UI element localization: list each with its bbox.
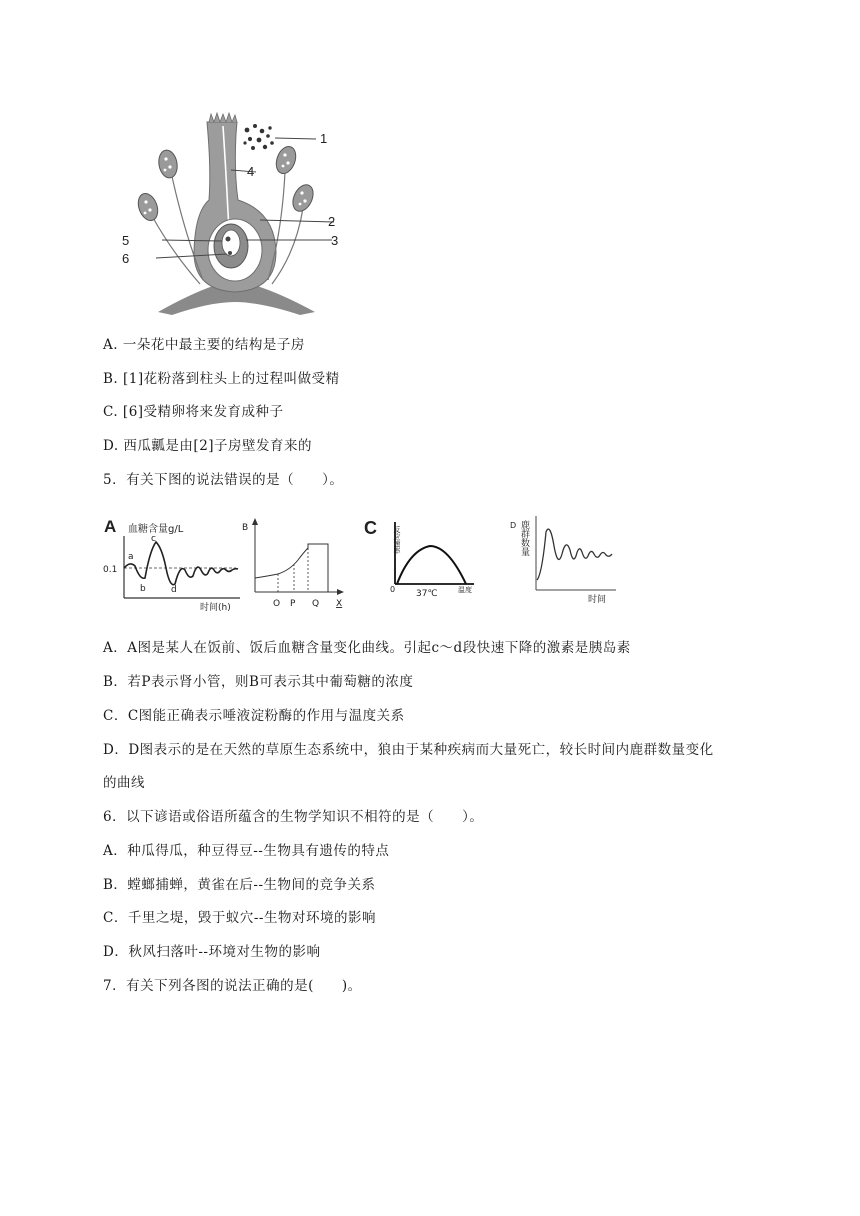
fig-b-tick-p: P — [290, 599, 296, 609]
q5-figure-a-blood-sugar-graph — [100, 512, 245, 612]
fig-a-point-a: a — [128, 552, 134, 562]
fig-a-ylabel: 血糖含量g/L — [128, 524, 184, 535]
fig-a-point-b: b — [140, 584, 146, 594]
q6-option-a: A．种瓜得瓜，种豆得豆--生物具有遗传的特点 — [103, 843, 390, 859]
fig-a-point-c: c — [151, 534, 156, 544]
flower-label-2: 2 — [328, 214, 336, 229]
fig-c-ylabel: 反应速率 — [393, 526, 401, 554]
fig-a-letter: A — [104, 517, 117, 536]
q6-option-c: C．千里之堤，毁于蚁穴--生物对环境的影响 — [103, 910, 376, 926]
q5-figure-c-enzyme-graph — [362, 512, 482, 602]
q4-option-a: A. 一朵花中最主要的结构是子房 — [103, 337, 305, 353]
q5-figure-b-concentration-graph — [240, 514, 350, 612]
fig-c-temp: 37℃ — [416, 589, 438, 599]
fig-d-xlabel: 时间 — [588, 595, 607, 605]
q4-option-b: B. [1]花粉落到柱头上的过程叫做受精 — [103, 371, 340, 387]
fig-a-ref-label: 0.1 — [103, 565, 118, 575]
q4-option-d: D. 西瓜瓤是由[2]子房壁发育来的 — [103, 438, 313, 454]
flower-label-1: 1 — [320, 131, 328, 146]
fig-b-xlabel: X — [336, 599, 343, 609]
q5-option-d-continued: 的曲线 — [103, 775, 145, 791]
q7-stem: 7．有关下列各图的说法正确的是( )。 — [103, 978, 362, 994]
fig-b-tick-o: O — [273, 599, 281, 609]
q4-option-c: C. [6]受精卵将来发育成种子 — [103, 404, 284, 420]
q5-stem: 5．有关下图的说法错误的是（ ）。 — [103, 472, 344, 488]
flower-label-5: 5 — [122, 233, 130, 248]
q5-option-c: C．C图能正确表示唾液淀粉酶的作用与温度关系 — [103, 708, 405, 724]
fig-c-origin: 0 — [390, 585, 396, 594]
fig-d-ylabel: 鹿群数量 — [519, 520, 529, 556]
q6-option-d: D．秋风扫落叶--环境对生物的影响 — [103, 944, 321, 960]
flower-structure-diagram — [110, 112, 360, 332]
fig-b-tick-q: Q — [312, 599, 320, 609]
q6-stem: 6．以下谚语或俗语所蕴含的生物学知识不相符的是（ ）。 — [103, 809, 484, 825]
fig-c-xlabel: 温度 — [458, 586, 472, 594]
fig-b-letter: B — [242, 523, 249, 533]
fig-d-letter: D — [510, 521, 517, 530]
fig-c-letter: C — [364, 518, 377, 538]
flower-label-3: 3 — [331, 233, 339, 248]
q5-option-b: B．若P表示肾小管，则B可表示其中葡萄糖的浓度 — [103, 674, 414, 690]
q5-option-a: A．A图是某人在饭前、饭后血糖含量变化曲线。引起c～d段快速下降的激素是胰岛素 — [103, 640, 631, 656]
q6-option-b: B．螳螂捕蝉，黄雀在后--生物间的竞争关系 — [103, 877, 376, 893]
flower-label-4: 4 — [247, 164, 255, 179]
fig-a-xlabel: 时间(h) — [200, 603, 231, 612]
q5-option-d: D．D图表示的是在天然的草原生态系统中，狼由于某种疾病而大量死亡，较长时间内鹿群数量变化 — [103, 742, 714, 758]
q5-figure-d-population-graph — [510, 514, 620, 606]
fig-a-point-d: d — [171, 585, 177, 595]
flower-label-6: 6 — [122, 251, 130, 266]
